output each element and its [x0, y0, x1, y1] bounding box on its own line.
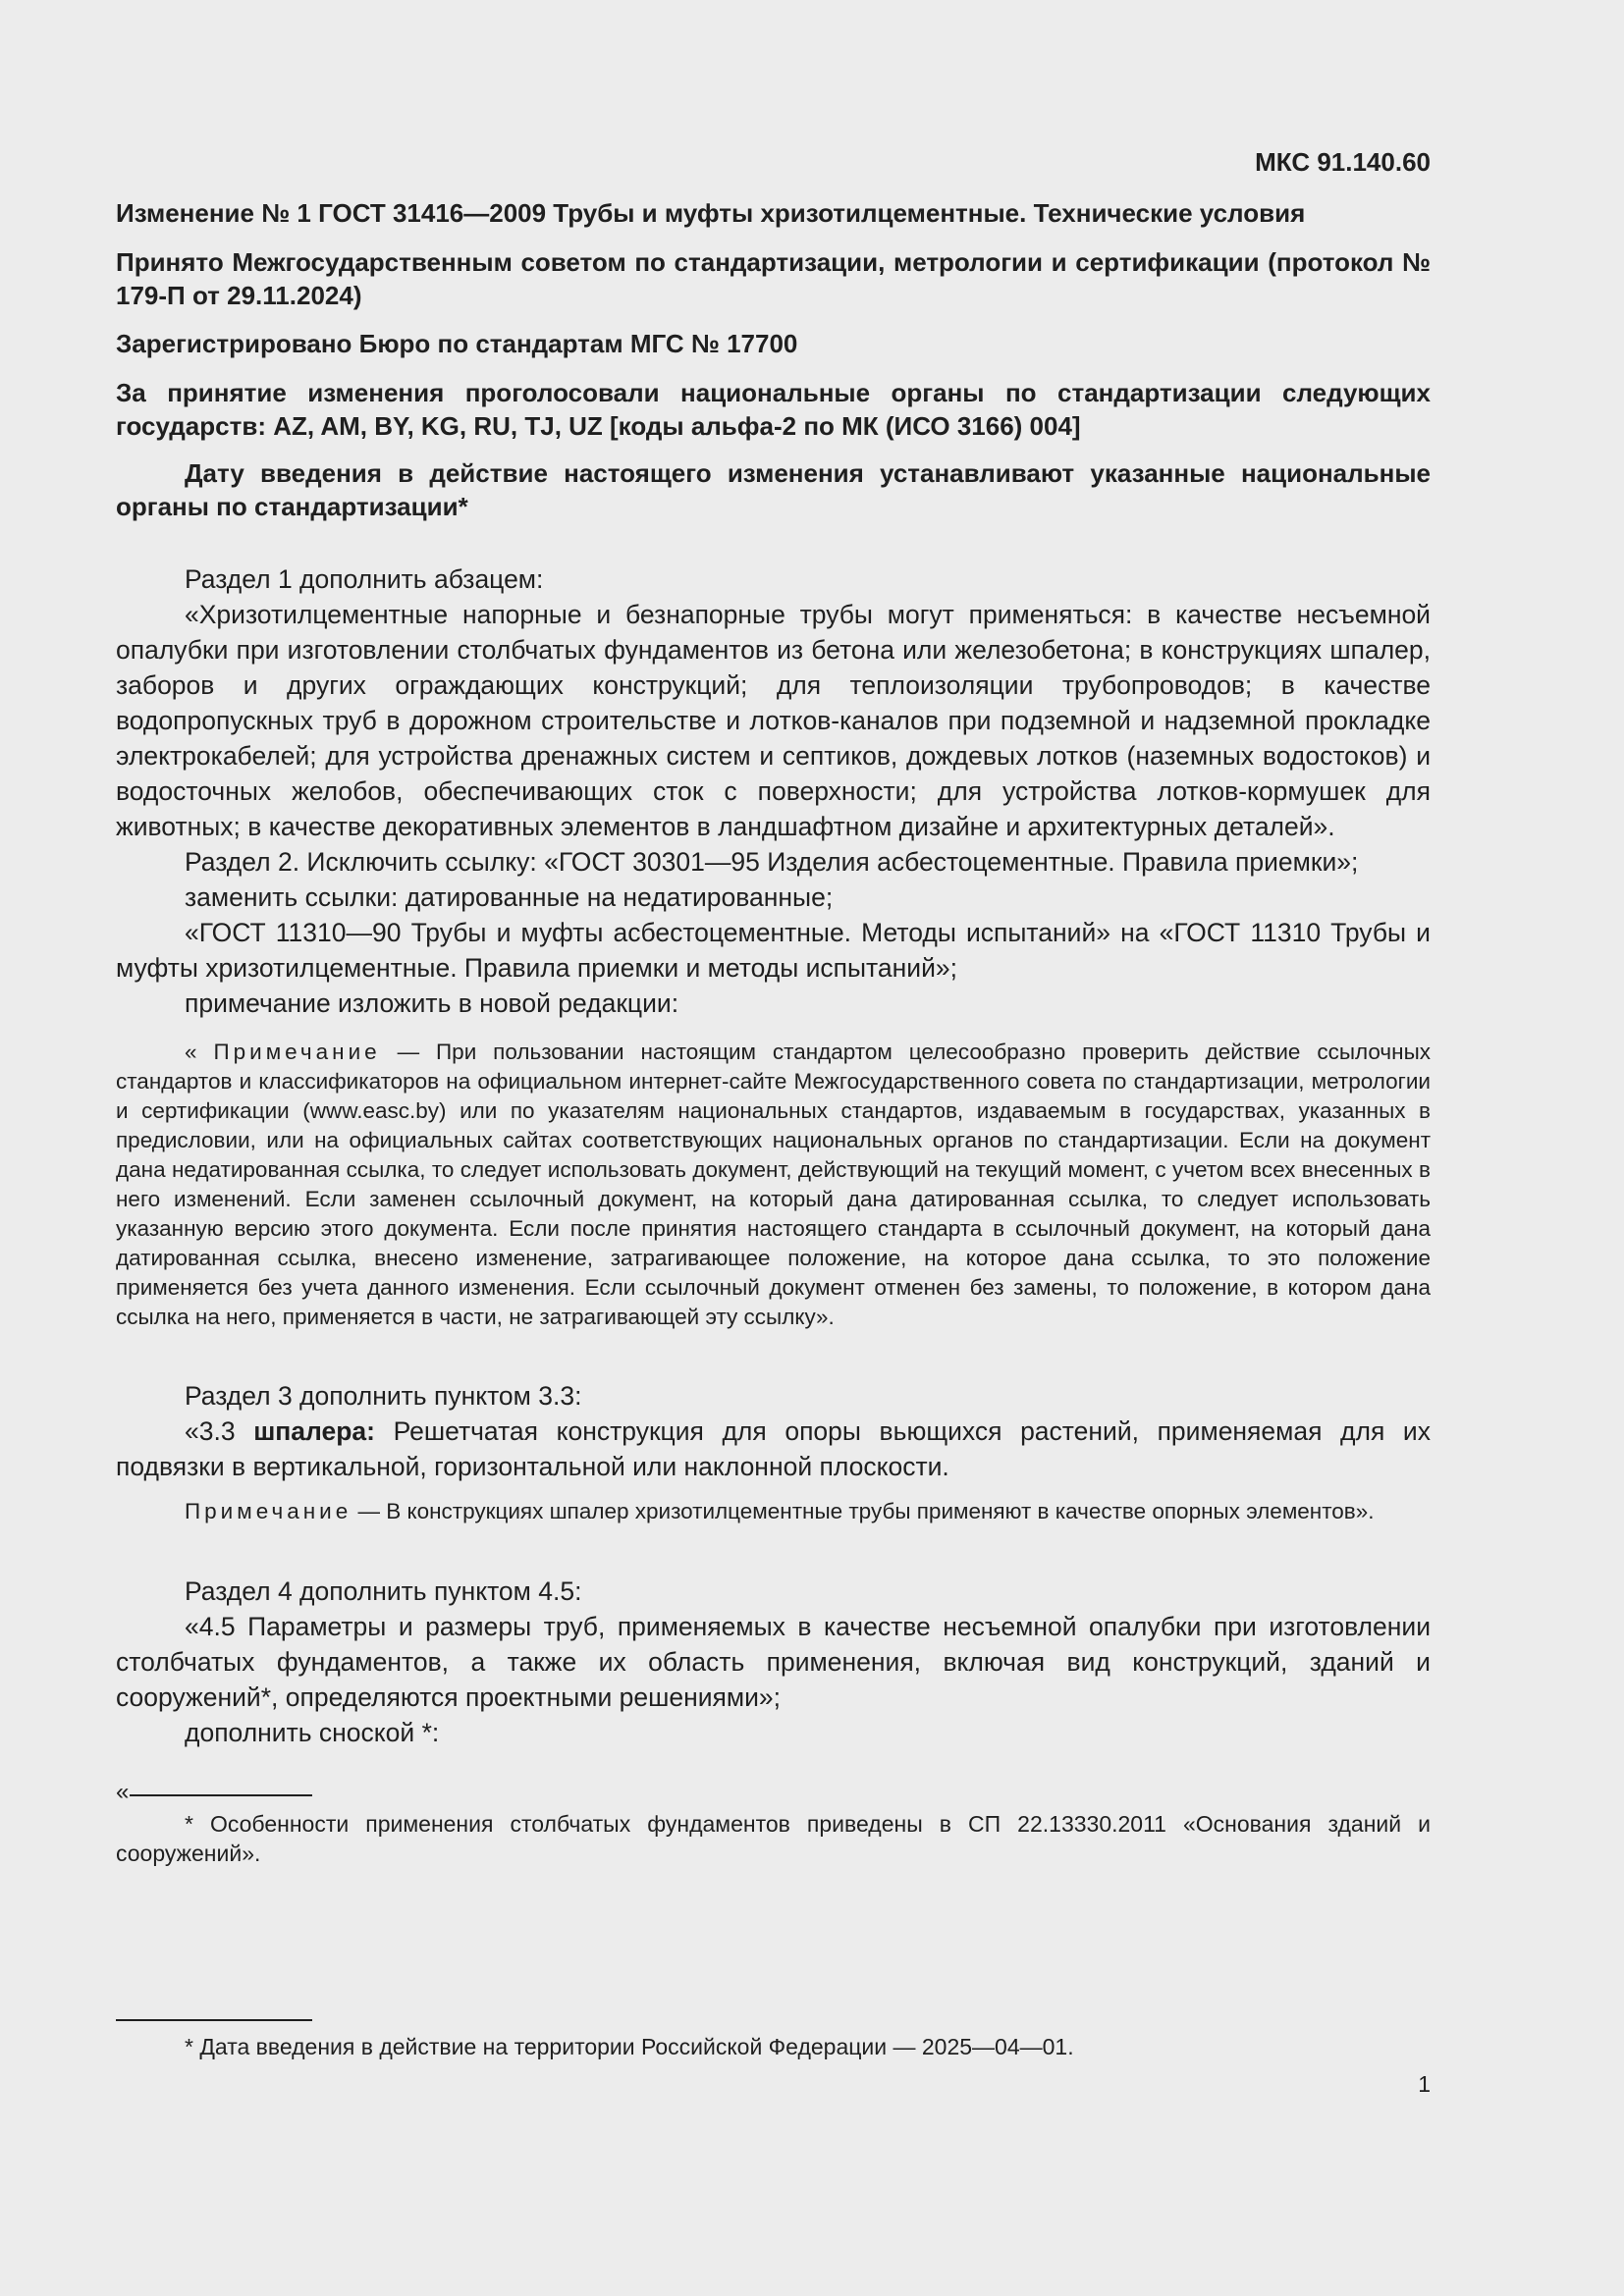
- section-1: [116, 561, 1431, 1021]
- mks-code: МКС 91.140.60: [1255, 147, 1431, 177]
- section-4-footnote-intro: дополнить сноской *:: [185, 1718, 440, 1747]
- page-footnote: * Дата введения в действие на территории Российской Федерации — 2025—04—01.: [185, 2034, 1074, 2059]
- section-2-line-2: заменить ссылки: датированные на недатированные;: [185, 882, 834, 912]
- page-number: 1: [1418, 2071, 1431, 2097]
- amendment-title: Изменение № 1 ГОСТ 31416—2009 Трубы и муфты хризотилцементные. Технические условия: [116, 198, 1306, 228]
- inner-footnote-rule: [130, 1794, 312, 1796]
- section-3-note: [116, 1497, 1431, 1526]
- section-2-line-4: примечание изложить в новой редакции:: [185, 988, 679, 1018]
- adopted-statement: Принято Межгосударственным советом по стандартизации, метрологии и сертификации (протокол № 179-П от 29.11.2024): [116, 247, 1431, 310]
- section-3: [116, 1378, 1431, 1484]
- section-2-line-3: «ГОСТ 11310—90 Трубы и муфты асбестоцементные. Методы испытаний» на «ГОСТ 11310 Трубы и муфты хризотилцементные. Правила приемки и методы испытаний»;: [116, 918, 1431, 983]
- section-4-text: «4.5 Параметры и размеры труб, применяемых в качестве несъемной опалубки при изготовлении столбчатых фундаментов, а также их область применения, включая вид конструкций, зданий и сооружений*, определяются проектными решениями»;: [116, 1612, 1431, 1712]
- inner-footnote-text: * Особенности применения столбчатых фундаментов приведены в СП 22.13330.2011 «Основания зданий и сооружений».: [116, 1811, 1431, 1866]
- note-text: — При пользовании настоящим стандартом целесообразно проверить действие ссылочных стандартов и классификаторов на официальном интернет-сайте Межгосударственного совета по стандартизации, метрологии и сертификации (www.easc.by) или по указателям национальных стандартов, издаваемым в государствах, указанных в предисловии, или на официальных сайтах соответствующих национальных органов по стандартизации. Если на документ дана недатированная ссылка, то следует использовать документ, действующий на текущий момент, с учетом всех внесенных в него изменений. Если заменен ссылочный документ, на который дана датированная ссылка, то следует использовать указанную версию этого документа. Если после принятия настоящего стандарта в ссылочный документ, на который дана датированная ссылка, внесено изменение, затрагивающее положение, на которое дана ссылка, то это положение применяется без учета данного изменения. Если ссылочный документ отменен без замены, то положение, в котором дана ссылка на него, применяется в части, не затрагивающей эту ссылку».: [116, 1040, 1432, 1329]
- section-2-line-1: Раздел 2. Исключить ссылку: «ГОСТ 30301—95 Изделия асбестоцементные. Правила приемки»;: [185, 847, 1359, 877]
- note-label: Примечание: [213, 1040, 381, 1064]
- term-definition: Решетчатая конструкция для опоры вьющихся растений, применяемая для их подвязки в вертикальной, горизонтальной или наклонной плоскости.: [116, 1416, 1431, 1481]
- note-open-quote: «: [185, 1040, 214, 1064]
- term-number: «3.3: [185, 1416, 254, 1446]
- section-3-intro: Раздел 3 дополнить пунктом 3.3:: [185, 1381, 582, 1411]
- page-footnote-rule: [116, 2019, 312, 2021]
- voted-statement: За принятие изменения проголосовали национальные органы по стандартизации следующих государств: AZ, AM, BY, KG, RU, TJ, UZ [коды альфа-2 по МК (ИСО 3166) 004]: [116, 378, 1431, 441]
- section-1-intro: Раздел 1 дополнить абзацем:: [185, 564, 544, 594]
- section-4: [116, 1574, 1431, 1750]
- section-1-text: «Хризотилцементные напорные и безнапорные трубы могут применяться: в качестве несъемной опалубки при изготовлении столбчатых фундаментов из бетона или железобетона; в конструкциях шпалер, заборов и других ограждающих конструкций; для теплоизоляции трубопроводов; в качестве водопропускных труб в дорожном строительстве и лотков-каналов при подземной и надземной прокладке электрокабелей; для устройства дренажных систем и септиков, дождевых лотков (наземных водостоков) и водосточных желобов, обеспечивающих сток с поверхности; для устройства лотков-кормушек для животных; в качестве декоративных элементов в ландшафтном дизайне и архитектурных деталей».: [116, 600, 1431, 841]
- registered-statement: Зарегистрировано Бюро по стандартам МГС № 17700: [116, 329, 798, 358]
- section-3-note-label: Примечание: [185, 1499, 352, 1523]
- inner-footnote-mark: «: [116, 1779, 130, 1805]
- section-4-intro: Раздел 4 дополнить пунктом 4.5:: [185, 1576, 582, 1606]
- section-2-note: [116, 1038, 1431, 1332]
- section-3-note-text: — В конструкциях шпалер хризотилцементные трубы применяют в качестве опорных элементов».: [352, 1499, 1375, 1523]
- date-introduction-statement: Дату введения в действие настоящего изменения устанавливают указанные национальные органы по стандартизации*: [116, 458, 1431, 521]
- term-name: шпалера:: [253, 1416, 375, 1446]
- section-3-term-paragraph: [116, 1414, 1431, 1484]
